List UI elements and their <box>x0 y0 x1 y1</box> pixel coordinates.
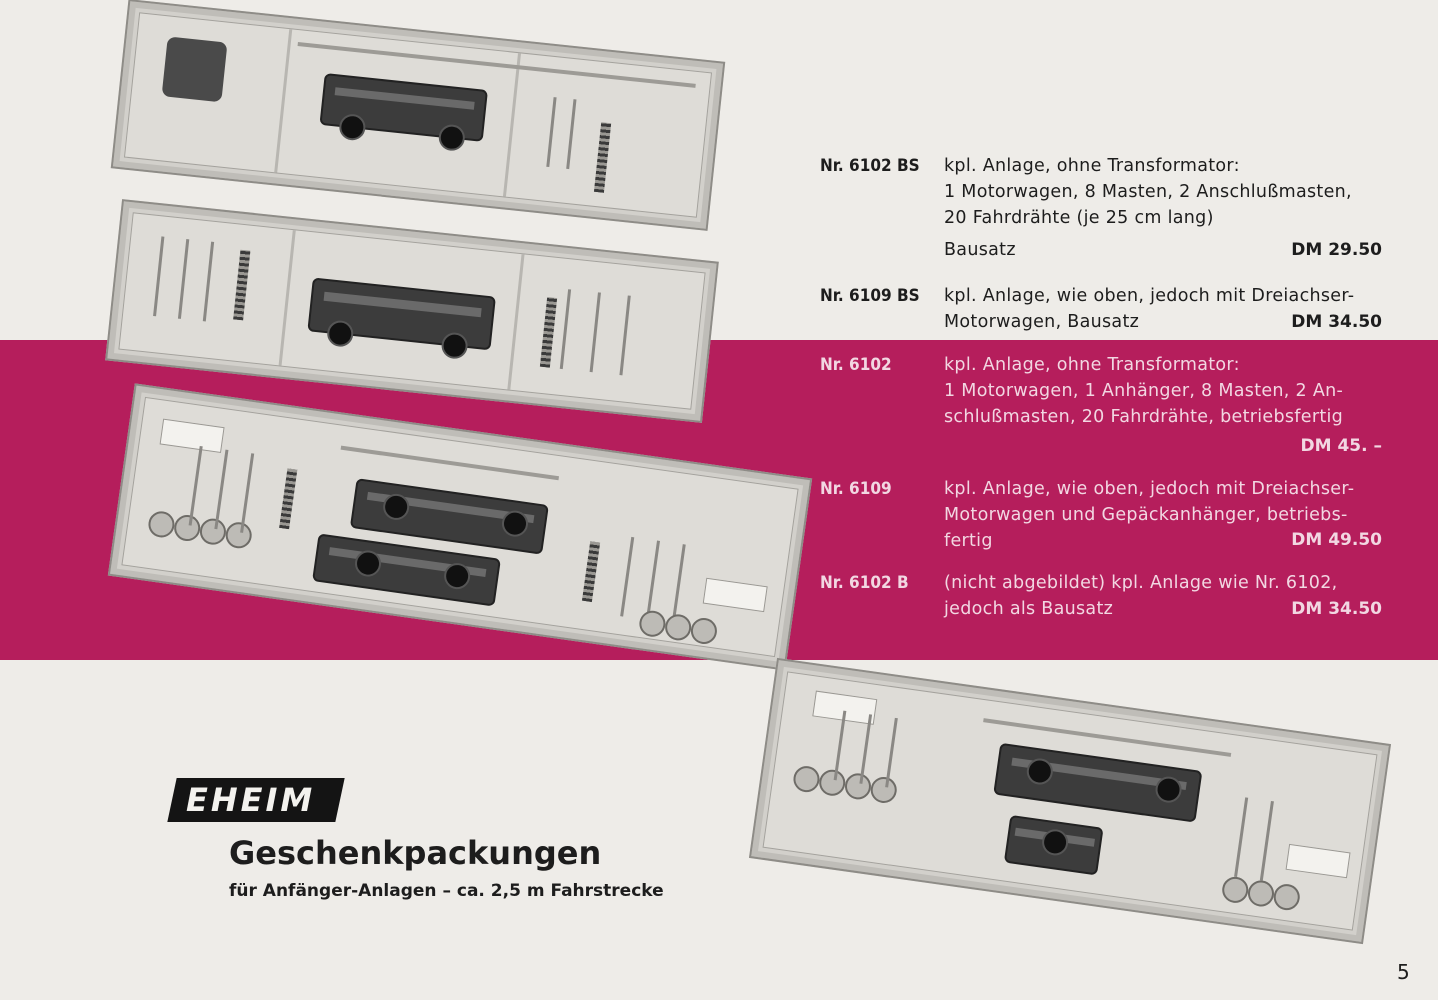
description-line: kpl. Anlage, wie oben, jedoch mit Dreiachser- <box>944 286 1355 306</box>
mast-base <box>147 510 176 539</box>
description-line: 1 Motorwagen, 8 Masten, 2 Anschlußmasten, <box>944 182 1352 202</box>
mast <box>590 292 601 372</box>
wire-coil <box>279 468 297 529</box>
description-line: jedoch als Bausatz <box>944 599 1114 619</box>
mast-base <box>869 775 898 804</box>
mast-base <box>1246 879 1275 908</box>
description-line: 20 Fahrdrähte (je 25 cm lang) <box>944 208 1214 228</box>
mast-base <box>173 513 202 542</box>
mast <box>1260 801 1274 881</box>
description-line: schlußmasten, 20 Fahrdrähte, betriebsfertig <box>944 407 1344 427</box>
article-price: DM 29.50 <box>1291 240 1382 260</box>
tray-divider <box>274 29 292 173</box>
mast-base <box>1221 875 1250 904</box>
mast-base <box>1272 882 1301 911</box>
overhead-wire <box>341 446 559 481</box>
mast-base <box>818 768 847 797</box>
article-price: DM 34.50 <box>1291 312 1382 332</box>
description-line: Bausatz <box>944 240 1016 260</box>
mast-base <box>843 772 872 801</box>
box-tray <box>124 12 712 217</box>
article-number: Nr. 6102 B <box>820 573 909 593</box>
mast <box>214 450 228 530</box>
description-line: fertig <box>944 531 993 551</box>
article-description <box>944 153 1384 231</box>
description-line: kpl. Anlage, ohne Transformator: <box>944 156 1240 176</box>
description-line: kpl. Anlage, ohne Transformator: <box>944 355 1240 375</box>
mast-base <box>792 764 821 793</box>
mast <box>834 711 847 781</box>
description-line: kpl. Anlage, wie oben, jedoch mit Dreiachser- <box>944 479 1355 499</box>
mast-base <box>638 609 667 638</box>
page-title: Geschenkpackungen <box>229 834 602 872</box>
article-number: Nr. 6109 <box>820 479 892 499</box>
page-number: 5 <box>1397 960 1410 984</box>
article-description <box>944 352 1384 430</box>
description-line: (nicht abgebildet) kpl. Anlage wie Nr. 6102, <box>944 573 1338 593</box>
wire-coil <box>233 250 250 321</box>
mast <box>546 97 556 167</box>
mast <box>153 236 164 316</box>
mast <box>240 453 254 533</box>
mast <box>560 289 571 369</box>
article-number: Nr. 6102 <box>820 355 892 375</box>
description-line: 1 Motorwagen, 1 Anhänger, 8 Masten, 2 An- <box>944 381 1344 401</box>
mast <box>1234 797 1248 877</box>
tray-divider <box>279 230 296 366</box>
mast-base <box>689 616 718 645</box>
brand-logo: EHEIM <box>186 781 316 819</box>
mast <box>178 239 189 319</box>
wire-coil <box>594 122 611 193</box>
article-price: DM 49.50 <box>1291 530 1382 550</box>
box-label <box>1286 844 1351 878</box>
box-label <box>160 419 225 453</box>
tray-divider <box>503 53 521 197</box>
mast <box>619 295 630 375</box>
wire-coil <box>540 297 557 368</box>
article-price: DM 34.50 <box>1291 599 1382 619</box>
box-tray <box>763 671 1378 930</box>
mast <box>566 99 576 169</box>
parts-bag <box>162 36 228 102</box>
mast <box>646 541 660 621</box>
description-line: Motorwagen, Bausatz <box>944 312 1140 332</box>
page-subtitle: für Anfänger-Anlagen – ca. 2,5 m Fahrstrecke <box>229 881 664 901</box>
description-line: Motorwagen und Gepäckanhänger, betriebs- <box>944 505 1348 525</box>
product-box-photo-1 <box>111 0 725 231</box>
article-price: DM 45. – <box>1300 436 1382 456</box>
mast <box>859 714 872 784</box>
mast <box>672 544 686 624</box>
mast-base <box>663 613 692 642</box>
article-number: Nr. 6109 BS <box>820 286 920 306</box>
mast <box>620 537 634 617</box>
mast <box>885 718 898 788</box>
product-box-photo-4 <box>749 658 1391 944</box>
mast-base <box>224 521 253 550</box>
mast <box>203 242 214 322</box>
mast <box>189 446 203 526</box>
wire-coil <box>582 541 600 602</box>
box-label <box>703 578 768 612</box>
mast-base <box>198 517 227 546</box>
tray-divider <box>507 254 524 390</box>
article-number: Nr. 6102 BS <box>820 156 920 176</box>
